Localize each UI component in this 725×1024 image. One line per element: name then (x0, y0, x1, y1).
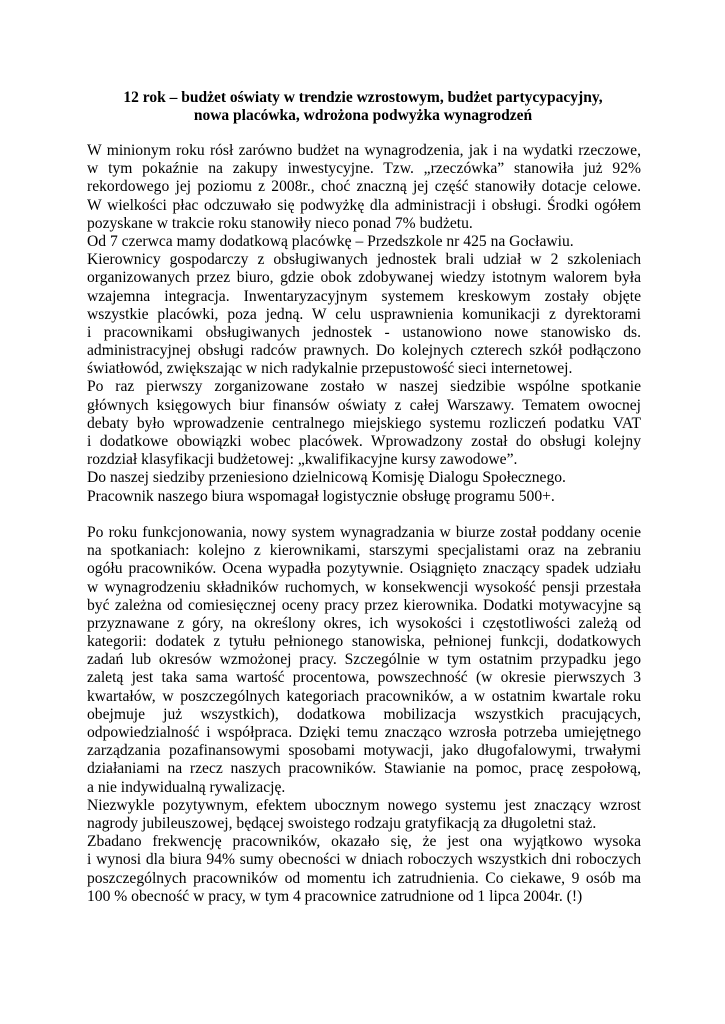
text-line: administracyjnej obsługi radców prawnych. Do kolejnych czterech szkół podłączono (87, 342, 641, 360)
text-line: odpowiedzialność i współpraca. Dzięki temu znacząco wzrosła potrzeba umiejętnego (87, 724, 641, 741)
text-line: Kierownicy gospodarczy z obsługiwanych jednostek brali udział w 2 szkoleniach (87, 251, 641, 269)
title-line: 12 rok – budżet oświaty w trendzie wzrostowym, budżet partycypacyjny, (123, 89, 603, 106)
text-line: nagrody jubileuszowej, będącej swoistego rodzaju gratyfikacją za długoletni staż. (87, 814, 597, 832)
text-line: i pracownikami obsługiwanych jednostek - ustanowiono nowe stanowisko ds. (87, 323, 641, 341)
text-line: Od 7 czerwca mamy dodatkową placówkę – Przedszkole nr 425 na Gocławiu. (87, 232, 574, 250)
document-body (87, 142, 641, 906)
text-line: pozyskane w trakcie roku stanowiły nieco ponad 7% budżetu. (87, 214, 473, 232)
text-line: i dodatkowe obowiązki wobec placówek. Wprowadzony został do obsługi kolejny (87, 433, 641, 450)
text-line: W wielkości płac odczuwało się podwyżkę dla administracji i obsługi. Środki ogółem (87, 196, 641, 214)
text-line: zarządzania pozafinansowymi sposobami motywacji, jako długofalowymi, trwałymi (87, 742, 641, 760)
text-line: światłowód, zwiększając w nich radykalnie przepustowość sieci internetowej. (87, 360, 573, 378)
text-line: organizowanych przez biuro, gdzie obok zdobywanej wiedzy istotnym walorem była (87, 269, 641, 287)
text-line: poszczególnych pracowników od momentu ich zatrudnienia. Co ciekawe, 9 osób ma (87, 869, 641, 887)
text-line: zadań lub okresów wzmożonej pracy. Szczególnie w tym ostatnim przypadku jego (87, 651, 641, 669)
text-line: Niezwykle pozytywnym, efektem ubocznym nowego systemu jest znaczący wzrost (87, 796, 641, 814)
text-line: w wynagrodzeniu składników ruchomych, w konsekwencji wysokość pensji przestała (87, 578, 641, 596)
text-line: ogółu pracowników. Ocena wypadła pozytywnie. Osiągnięto znaczący spadek udziału (87, 560, 641, 578)
text-line: zaletą jest taka sama wartość procentowa, powszechność (w okresie pierwszych 3 (87, 669, 641, 687)
text-line: a nie indywidualną rywalizację. (87, 778, 286, 796)
title-line: nowa placówka, wdrożona podwyżka wynagrodzeń (193, 107, 533, 124)
text-line: Do naszej siedziby przeniesiono dzielnicową Komisję Dialogu Społecznego. (87, 469, 566, 487)
text-line: Zbadano frekwencję pracowników, okazało się, że jest ona wyjątkowo wysoka (87, 833, 641, 851)
text-line: działaniami na rzecz naszych pracowników. Stawianie na pomoc, pracę zespołową, (87, 760, 641, 778)
text-line: na spotkaniach: kolejno z kierownikami, starszymi specjalistami oraz na zebraniu (87, 542, 641, 560)
text-line: Po raz pierwszy zorganizowane zostało w naszej siedzibie wspólne spotkanie (87, 378, 641, 396)
text-line: i wynosi dla biura 94% sumy obecności w dniach roboczych wszystkich dni roboczych (87, 851, 641, 869)
text-line: być zależna od comiesięcznej oceny pracy przez kierownika. Dodatki motywacyjne są (87, 596, 641, 614)
text-line: wszystkie placówki, poza jedną. W celu usprawnienia komunikacji z dyrektorami (87, 305, 641, 323)
text-line: W minionym roku rósł zarówno budżet na wynagrodzenia, jak i na wydatki rzeczowe, (87, 142, 641, 159)
text-line: obejmuje już wszystkich), dodatkowa mobilizacja wszystkich pracujących, (87, 705, 641, 723)
text-line: kategorii: dodatek z tytułu pełnionego stanowiska, pełnionej funkcji, dodatkowych (87, 633, 641, 651)
text-section (87, 142, 641, 506)
text-line: głównych księgowych biur finansów oświaty z całej Warszawy. Tematem owocnej (87, 396, 641, 414)
paragraph-gap (87, 506, 641, 524)
text-line: debaty było wprowadzenie centralnego miejskiego systemu rozliczeń podatku VAT (87, 414, 641, 432)
text-line: rekordowego jej poziomu z 2008r., choć znaczną jej część stanowiły dotacje celowe. (87, 178, 641, 196)
text-line: przyznawane z góry, na określony okres, ich wysokości i częstotliwości zależą od (87, 614, 641, 632)
text-line: kwartałów, w poszczególnych kategoriach pracowników, a w ostatnim kwartale roku (87, 687, 641, 705)
text-line: 100 % obecność w pracy, w tym 4 pracownice zatrudnione od 1 lipca 2004r. (!) (87, 887, 583, 905)
text-line: wzajemna integracja. Inwentaryzacyjnym systemem kreskowym zostały objęte (87, 287, 641, 305)
text-line: w tym pokaźnie na zakupy inwestycyjne. Tzw. „rzeczówka” stanowiła już 92% (87, 160, 641, 178)
text-section (87, 524, 641, 906)
text-line: Pracownik naszego biura wspomagał logistycznie obsługę programu 500+. (87, 487, 555, 505)
text-line: Po roku funkcjonowania, nowy system wynagradzania w biurze został poddany ocenie (87, 523, 641, 541)
document-title (80, 89, 646, 125)
text-line: rozdział klasyfikacji budżetowej: „kwalifikacyjne kursy zawodowe”. (87, 451, 518, 469)
